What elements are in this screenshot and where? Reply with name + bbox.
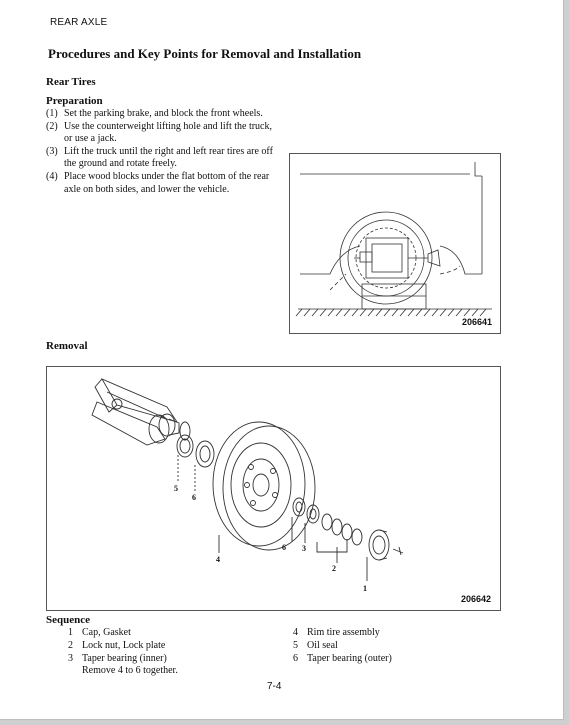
figure-id-206642: 206642 [461,594,492,604]
callout-label: 5 [174,484,178,493]
sequence-item [68,640,178,653]
figure-id-206641: 206641 [462,317,493,327]
sequence-item [293,640,392,653]
sequence-text: Taper bearing (inner) [82,652,167,664]
sequence-text: Rim tire assembly [307,627,380,638]
step-text: Lift the truck until the right and left rear tires are off the ground and rotate freely. [64,145,273,170]
sequence-item [293,653,392,666]
sequence-number: 5 [293,639,298,651]
callout-label: 6 [282,543,286,552]
callout-label: 1 [363,584,367,593]
exploded-axle-drawing [47,367,500,610]
step-text: Set the parking brake, and block the front wheels. [64,108,263,119]
page-title: Procedures and Key Points for Removal and Installation [48,46,362,61]
preparation-heading: Preparation [46,95,103,107]
callout-label: 4 [216,555,220,564]
sequence-text: Cap, Gasket [82,627,131,638]
preparation-steps [46,108,274,196]
preparation-step [46,108,274,121]
page-number: 7-4 [267,681,282,692]
removal-heading: Removal [46,340,88,352]
sequence-list-right [293,627,392,665]
section-header: REAR AXLE [50,17,108,28]
sequence-item [293,627,392,640]
sequence-text: Taper bearing (outer) [307,652,392,664]
step-text: Use the counterweight lifting hole and lift the truck, or use a jack. [64,120,272,145]
sequence-text: Lock nut, Lock plate [82,639,166,651]
sequence-number: 3 [68,652,73,664]
callout-label: 6 [192,493,196,502]
sequence-item [68,653,178,666]
lift-truck-drawing [290,154,500,333]
step-number: (2) [46,120,58,132]
sequence-text: Oil seal [307,639,338,651]
callout-label: 3 [302,544,306,553]
preparation-step [46,171,274,196]
sequence-note: Remove 4 to 6 together. [82,665,178,677]
sequence-heading: Sequence [46,614,90,626]
sequence-number: 2 [68,639,73,651]
sequence-item [68,627,178,640]
callout-label: 2 [332,564,336,573]
step-text: Place wood blocks under the flat bottom of the rear axle on both sides, and lower the vehicle. [64,170,270,195]
sequence-number: 6 [293,652,298,664]
rear-tires-heading: Rear Tires [46,76,96,88]
sequence-list-left [68,627,178,678]
step-number: (4) [46,170,58,182]
exploded-axle-illustration [46,366,501,611]
step-number: (3) [46,145,58,157]
preparation-step [46,121,274,146]
lift-truck-illustration [289,153,501,334]
sequence-number: 4 [293,627,298,638]
preparation-step [46,146,274,171]
sequence-number: 1 [68,627,73,638]
step-number: (1) [46,108,58,119]
